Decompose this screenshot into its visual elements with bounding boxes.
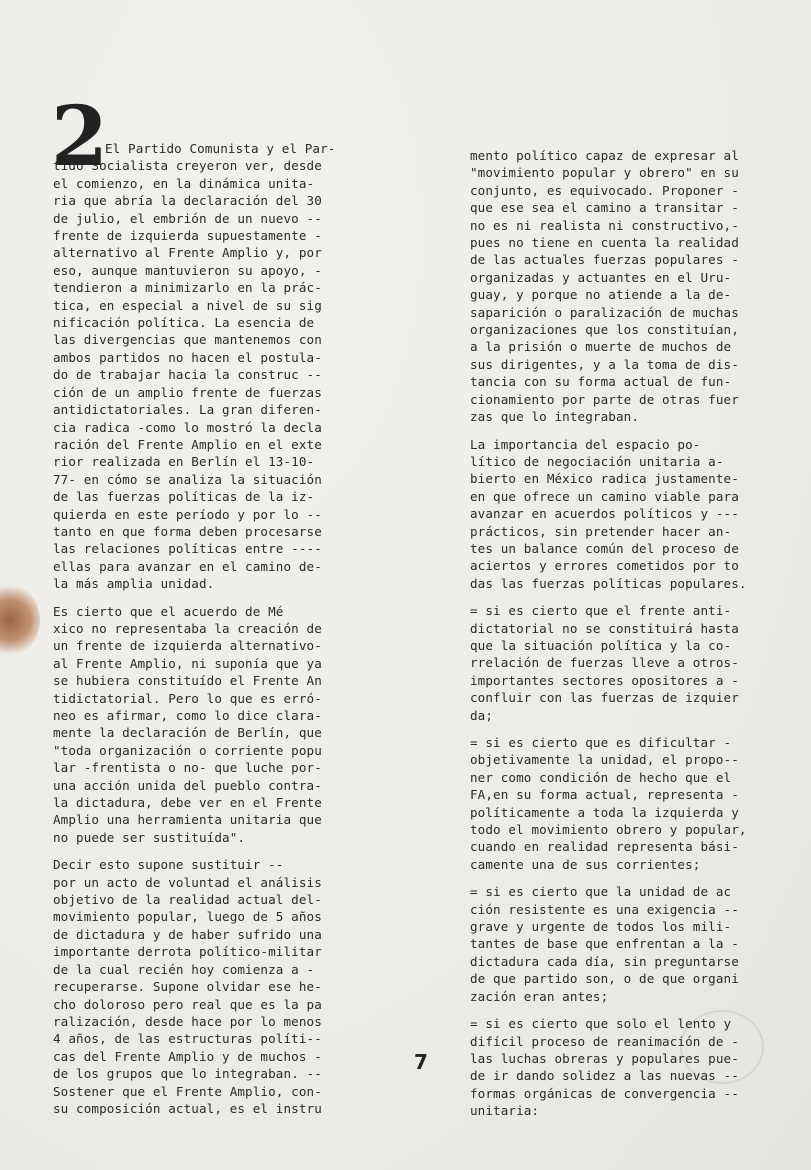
- text-line: tantes de base que enfrentan a la -: [470, 936, 739, 952]
- text-line: tanto en que forma deben procesarse: [53, 523, 322, 539]
- text-line: mento político capaz de expresar al: [470, 148, 739, 163]
- text-line: al Frente Amplio, ni suponía que ya: [53, 655, 322, 671]
- text-line: alternativo al Frente Amplio y, por: [53, 245, 322, 261]
- text-line: de la cual recién hoy comienza a -: [53, 961, 315, 977]
- text-line: dictatorial no se constituirá hasta: [470, 620, 739, 636]
- paragraph: [470, 602, 782, 724]
- text-line: una acción unida del pueblo contra-: [53, 777, 322, 793]
- text-line: dictadura cada día, sin preguntarse: [470, 953, 739, 969]
- text-line: por un acto de voluntad el análisis: [53, 874, 322, 890]
- text-line: que la situación política y la co-: [470, 637, 732, 653]
- text-line: tido Socialista creyeron ver, desde: [53, 158, 322, 174]
- text-line: das las fuerzas políticas populares.: [470, 575, 747, 591]
- text-line: tidictatorial. Pero lo que es erró-: [53, 690, 322, 706]
- paragraph: [470, 883, 782, 1005]
- text-line: rior realizada en Berlín el 13-10-: [53, 454, 315, 470]
- text-line: organizadas y actuantes en el Uru-: [470, 269, 732, 285]
- text-line: difícil proceso de reanimación de -: [470, 1033, 739, 1049]
- text-line: las divergencias que mantenemos con: [53, 332, 322, 348]
- paragraph: [470, 147, 782, 426]
- text-line: saparición o paralización de muchas: [470, 304, 739, 320]
- text-line: guay, y porque no atiende a la de-: [470, 287, 732, 303]
- text-line: quierda en este período y por lo --: [53, 506, 322, 522]
- text-line: a la prisión o muerte de muchos de: [470, 339, 732, 355]
- text-line: ción resistente es una exigencia --: [470, 901, 739, 917]
- page-number: 7: [414, 1050, 428, 1074]
- text-line: = si es cierto que es dificultar -: [470, 735, 732, 750]
- text-line: lar -frentista o no- que luche por-: [53, 760, 322, 776]
- text-line: = si es cierto que el frente anti-: [470, 603, 732, 619]
- text-line: su composición actual, es el instru: [53, 1100, 322, 1116]
- text-line: ria que abría la declaración del 30: [53, 193, 322, 209]
- text-line: = si es cierto que solo el lento y: [470, 1016, 732, 1032]
- text-line: importante derrota político-militar: [53, 944, 322, 960]
- text-line: mente la declaración de Berlín, que: [53, 725, 322, 741]
- text-line: Decir esto supone sustituir --: [53, 857, 284, 873]
- text-line: de las actuales fuerzas populares -: [470, 252, 739, 268]
- text-line: 4 años, de las estructuras políti--: [53, 1031, 322, 1047]
- text-line: recuperarse. Supone olvidar ese he-: [53, 979, 322, 995]
- text-line: no puede ser sustituída".: [53, 829, 246, 845]
- text-line: unitaria:: [470, 1103, 540, 1119]
- text-line: prácticos, sin pretender hacer an-: [470, 523, 732, 539]
- text-line: lítico de negociación unitaria a-: [470, 453, 724, 469]
- text-line: zación eran antes;: [470, 988, 609, 1004]
- text-line: objetivo de la realidad actual del-: [53, 892, 322, 908]
- text-line: de ir dando solidez a las nuevas --: [470, 1068, 739, 1084]
- text-line: avanzar en acuerdos políticos y ---: [470, 506, 739, 522]
- text-line: movimiento popular, luego de 5 años: [53, 909, 322, 925]
- text-line: objetivamente la unidad, el propo--: [470, 752, 739, 768]
- text-line: Sostener que el Frente Amplio, con-: [53, 1083, 322, 1099]
- text-line: ralización, desde hace por lo menos: [53, 1013, 322, 1029]
- right-column: [470, 147, 782, 1130]
- stain-mark: [0, 585, 40, 655]
- text-line: de los grupos que lo integraban. --: [53, 1066, 322, 1082]
- text-line: no es ni realista ni constructivo,-: [470, 217, 739, 233]
- text-line: que ese sea el camino a transitar -: [470, 200, 739, 216]
- text-line: 77- en cómo se analiza la situación: [53, 471, 322, 487]
- text-line: cas del Frente Amplio y de muchos -: [53, 1048, 322, 1064]
- paragraph: [53, 856, 375, 1117]
- paragraph: [470, 436, 782, 593]
- text-line: aciertos y errores cometidos por to: [470, 558, 739, 574]
- text-line: ambos partidos no hacen el postula-: [53, 349, 322, 365]
- text-line: "toda organización o corriente popu: [53, 742, 322, 758]
- text-line: tica, en especial a nivel de su sig: [53, 297, 322, 313]
- text-line: las relaciones políticas entre ----: [53, 541, 322, 557]
- drop-cap: 2: [51, 89, 109, 185]
- text-line: grave y urgente de todos los mili-: [470, 919, 732, 935]
- text-line: de que partido son, o de que organi: [470, 971, 739, 987]
- text-line: confluir con las fuerzas de izquier: [470, 690, 739, 706]
- text-line: de dictadura y de haber sufrido una: [53, 926, 322, 942]
- text-line: las luchas obreras y populares pue-: [470, 1050, 739, 1066]
- text-line: tes un balance común del proceso de: [470, 540, 739, 556]
- text-line: todo el movimiento obrero y popular,: [470, 822, 747, 838]
- text-line: bierto en México radica justamente-: [470, 471, 739, 487]
- text-line: la más amplia unidad.: [53, 576, 215, 592]
- text-line: cionamiento por parte de otras fuer: [470, 391, 739, 407]
- paragraph: [53, 140, 375, 593]
- paragraph: [470, 734, 782, 873]
- text-line: conjunto, es equivocado. Proponer -: [470, 182, 739, 198]
- text-line: cho doloroso pero real que es la pa: [53, 996, 322, 1012]
- text-line: neo es afirmar, como lo dice clara-: [53, 708, 322, 723]
- text-line: en que ofrece un camino viable para: [470, 488, 739, 504]
- text-line: ción de un amplio frente de fuerzas: [53, 384, 322, 400]
- text-line: eso, aunque mantuvieron su apoyo, -: [53, 262, 322, 278]
- text-line: FA,en su forma actual, representa -: [470, 787, 739, 803]
- text-line: = si es cierto que la unidad de ac: [470, 884, 732, 900]
- text-line: Amplio una herramienta unitaria que: [53, 812, 322, 828]
- text-line: antidictatoriales. La gran diferen-: [53, 402, 322, 418]
- text-line: tancia con su forma actual de fun-: [470, 374, 732, 390]
- text-line: pues no tiene en cuenta la realidad: [470, 235, 739, 251]
- text-line: camente una de sus corrientes;: [470, 856, 701, 872]
- text-line: de julio, el embrión de un nuevo --: [53, 210, 322, 226]
- text-line: Es cierto que el acuerdo de Mé: [53, 603, 284, 619]
- text-line: cuando en realidad representa bási-: [470, 839, 739, 855]
- text-line: tendieron a minimizarlo en la prác-: [53, 280, 322, 296]
- text-line: sus dirigentes, y a la toma de dis-: [470, 356, 739, 372]
- text-line: el comienzo, en la dinámica unita-: [53, 175, 315, 191]
- text-line: ellas para avanzar en el camino de-: [53, 558, 322, 574]
- text-line: frente de izquierda supuestamente -: [53, 228, 322, 244]
- paragraph: [470, 1015, 782, 1119]
- text-line: nificación política. La esencia de: [53, 315, 315, 331]
- text-line: cia radica -como lo mostró la decla: [53, 419, 322, 435]
- text-line: políticamente a toda la izquierda y: [470, 804, 739, 820]
- text-line: ner como condición de hecho que el: [470, 769, 732, 785]
- text-line: zas que lo integraban.: [470, 409, 640, 425]
- text-line: El Partido Comunista y el Par-: [105, 141, 336, 156]
- text-line: La importancia del espacio po-: [470, 436, 701, 452]
- text-line: de las fuerzas políticas de la iz-: [53, 489, 315, 505]
- text-line: do de trabajar hacia la construc --: [53, 367, 322, 383]
- text-line: un frente de izquierda alternativo-: [53, 638, 322, 654]
- text-line: ración del Frente Amplio en el exte: [53, 436, 322, 452]
- text-line: la dictadura, debe ver en el Frente: [53, 795, 322, 811]
- text-line: "movimiento popular y obrero" en su: [470, 165, 739, 181]
- text-line: organizaciones que los constituían,: [470, 322, 739, 338]
- text-line: xico no representaba la creación de: [53, 620, 322, 636]
- text-line: da;: [470, 707, 494, 723]
- text-line: importantes sectores opositores a -: [470, 672, 739, 688]
- text-line: formas orgánicas de convergencia --: [470, 1085, 739, 1101]
- text-line: rrelación de fuerzas lleve a otros-: [470, 655, 739, 671]
- text-line: se hubiera constituído el Frente An: [53, 673, 322, 689]
- paragraph: [53, 603, 375, 847]
- left-column: [53, 140, 375, 1127]
